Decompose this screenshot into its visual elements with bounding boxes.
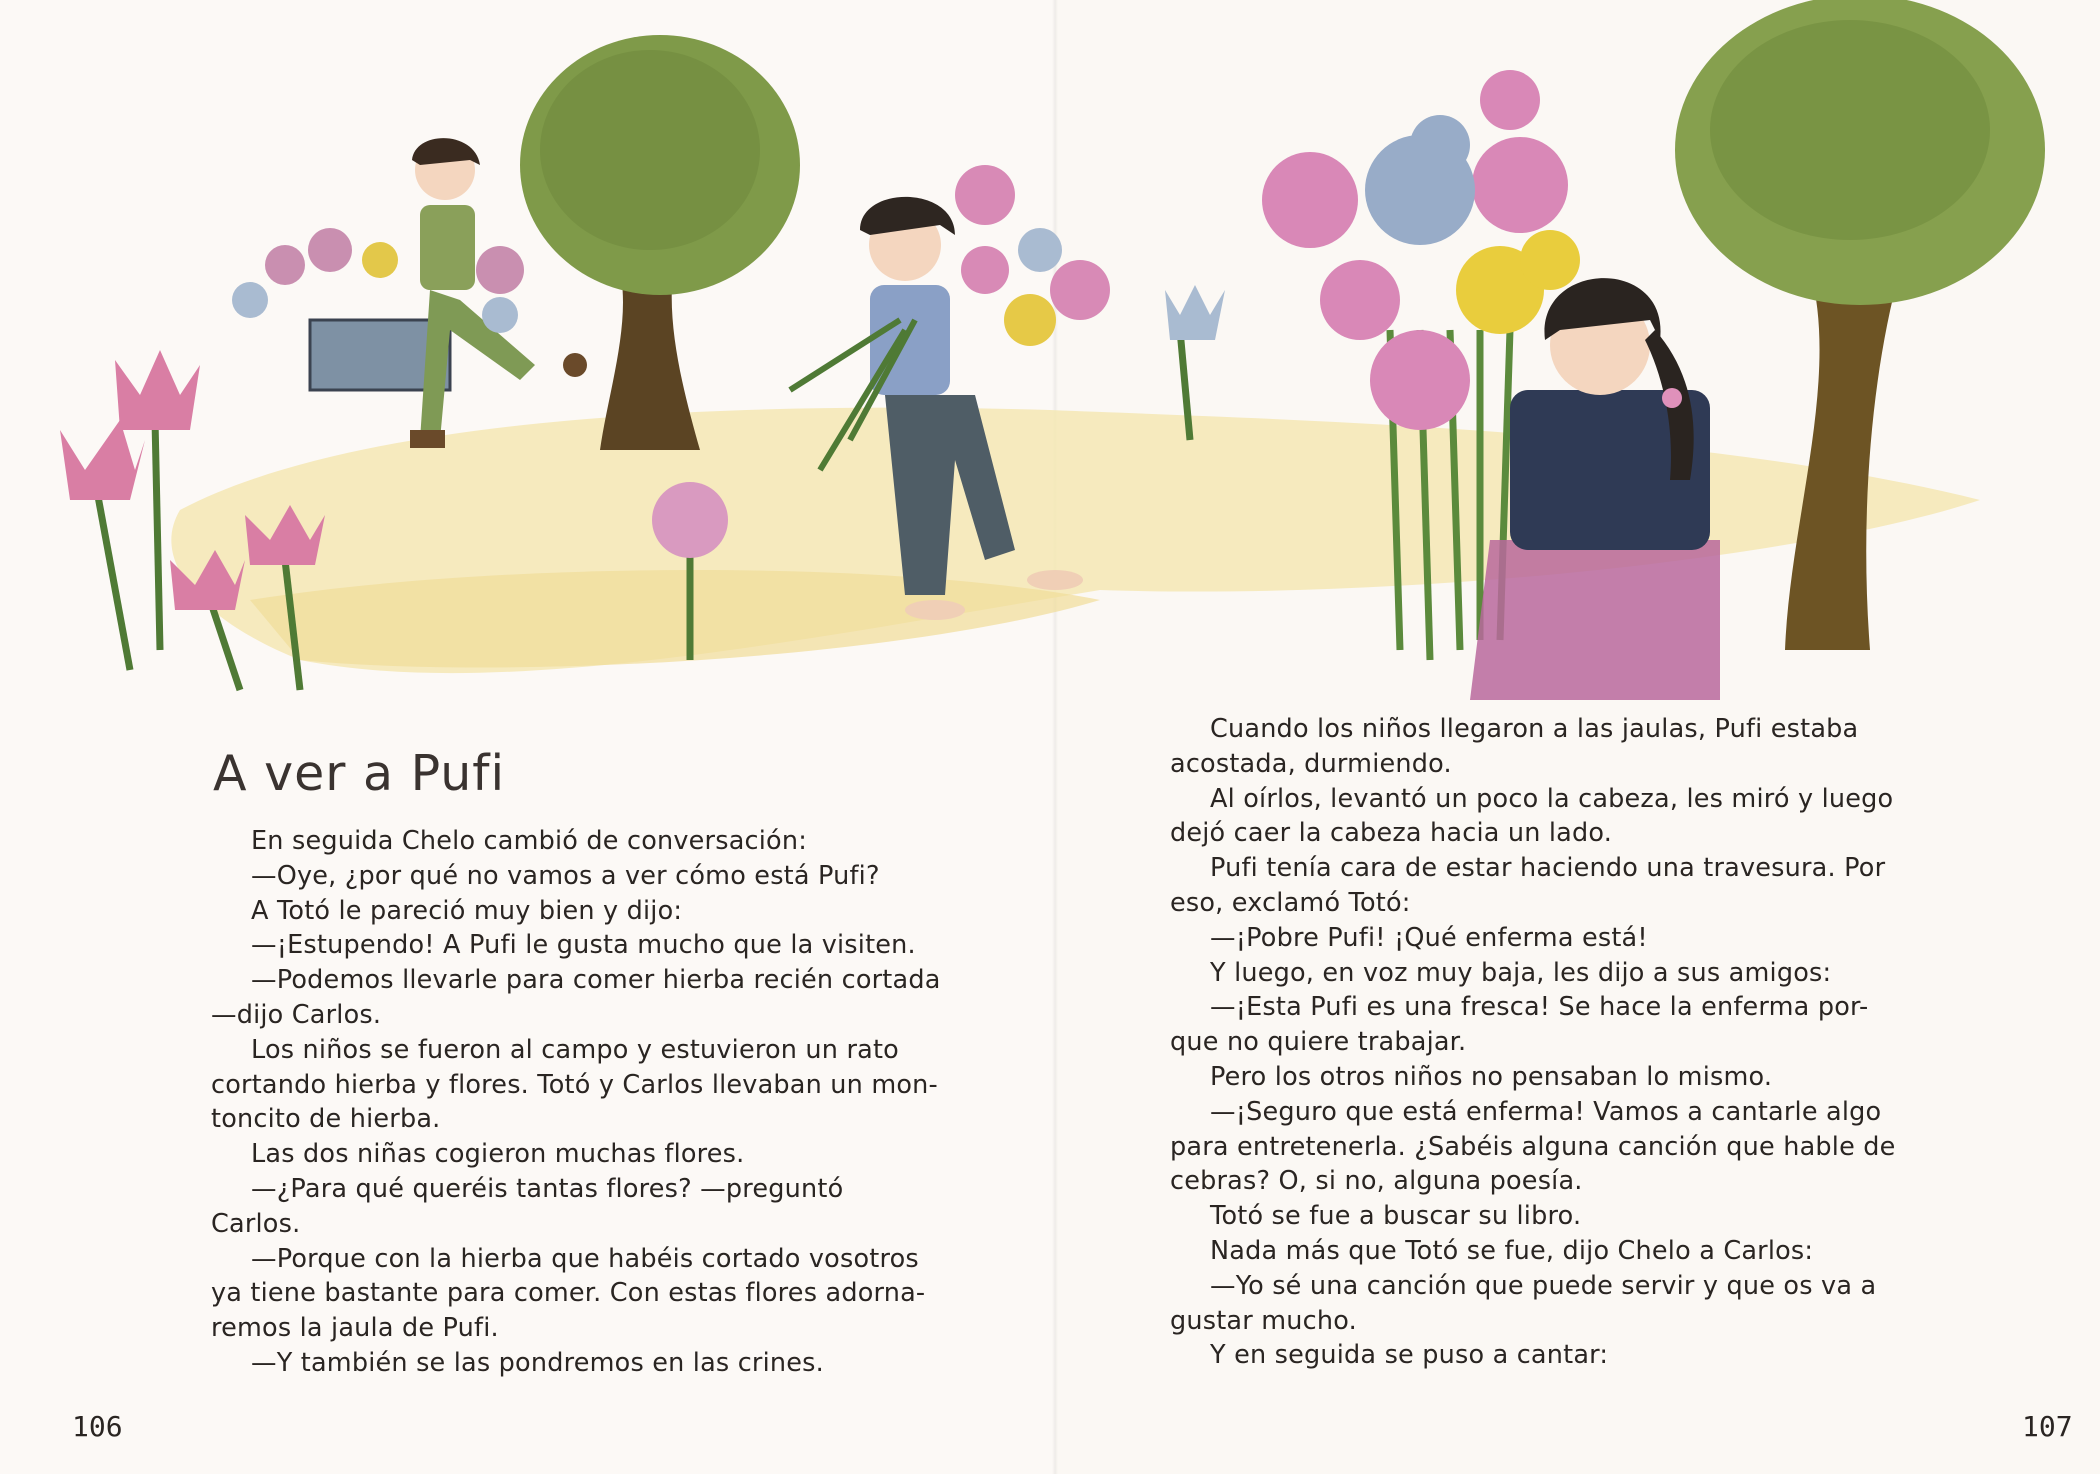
text-line: —¡Pobre Pufi! ¡Qué enferma está! [1210,922,1648,953]
text-line: remos la jaula de Pufi. [211,1313,499,1344]
text-line: ya tiene bastante para comer. Con estas flores adorna- [211,1278,926,1309]
left-tree [520,35,800,450]
text-line: Nada más que Totó se fue, dijo Chelo a Carlos: [1210,1235,1814,1266]
text-line: Cuando los niños llegaron a las jaulas, Pufi estaba [1210,714,1859,744]
girl-with-big-bouquet [1262,70,1720,700]
text-line: —dijo Carlos. [211,999,382,1030]
text-line: Pufi tenía cara de estar haciendo una travesura. Por [1210,853,1886,884]
text-line: Y luego, en voz muy baja, les dijo a sus amigos: [1210,957,1832,988]
text-line: —¡Estupendo! A Pufi le gusta mucho que la visiten. [251,930,916,961]
page-number-left: 106 [72,1410,123,1443]
page-number-right: 107 [2022,1410,2073,1443]
text-line: A Totó le pareció muy bien y dijo: [251,895,683,926]
text-line: —Yo sé una canción que puede servir y que os va a [1210,1270,1877,1301]
text-line: Pero los otros niños no pensaban lo mismo. [1210,1061,1773,1092]
text-line: cortando hierba y flores. Totó y Carlos llevaban un mon- [211,1069,938,1100]
right-page-text [1170,712,1920,1373]
text-line: —Podemos llevarle para comer hierba recién cortada [251,965,941,996]
text-line: Carlos. [211,1208,301,1239]
text-line: —¡Seguro que está enferma! Vamos a cantarle algo [1210,1096,1882,1127]
text-line: —¿Para qué queréis tantas flores? —preguntó [251,1173,844,1204]
text-line: Las dos niñas cogieron muchas flores. [251,1139,745,1170]
text-line: dejó caer la cabeza hacia un lado. [1170,818,1613,849]
text-line: —Oye, ¿por qué no vamos a ver cómo está Pufi? [251,860,880,891]
text-line: Los niños se fueron al campo y estuvieron un rato [251,1034,899,1065]
text-line: que no quiere trabajar. [1170,1027,1467,1058]
text-line: Al oírlos, levantó un poco la cabeza, les miró y luego [1210,783,1894,814]
text-line: —¡Esta Pufi es una fresca! Se hace la enferma por- [1210,992,1869,1023]
text-line: —Y también se las pondremos en las crines. [251,1347,824,1378]
story-title: A ver a Pufi [213,745,506,802]
text-line: eso, exclamó Totó: [1170,887,1411,918]
text-line: gustar mucho. [1170,1305,1357,1336]
text-line: Y en seguida se puso a cantar: [1210,1340,1609,1371]
children-picking-flowers-illustration [0,0,2100,720]
text-line: —Porque con la hierba que habéis cortado vosotros [251,1243,919,1274]
text-line: acostada, durmiendo. [1170,748,1452,779]
text-line: Totó se fue a buscar su libro. [1210,1201,1582,1232]
text-line: para entretenerla. ¿Sabéis alguna canción que hable de [1170,1131,1896,1162]
text-line: En seguida Chelo cambió de conversación: [251,826,808,856]
text-line: toncito de hierba. [211,1104,441,1135]
left-page-text [211,824,971,1381]
text-line: cebras? O, si no, alguna poesía. [1170,1166,1583,1197]
